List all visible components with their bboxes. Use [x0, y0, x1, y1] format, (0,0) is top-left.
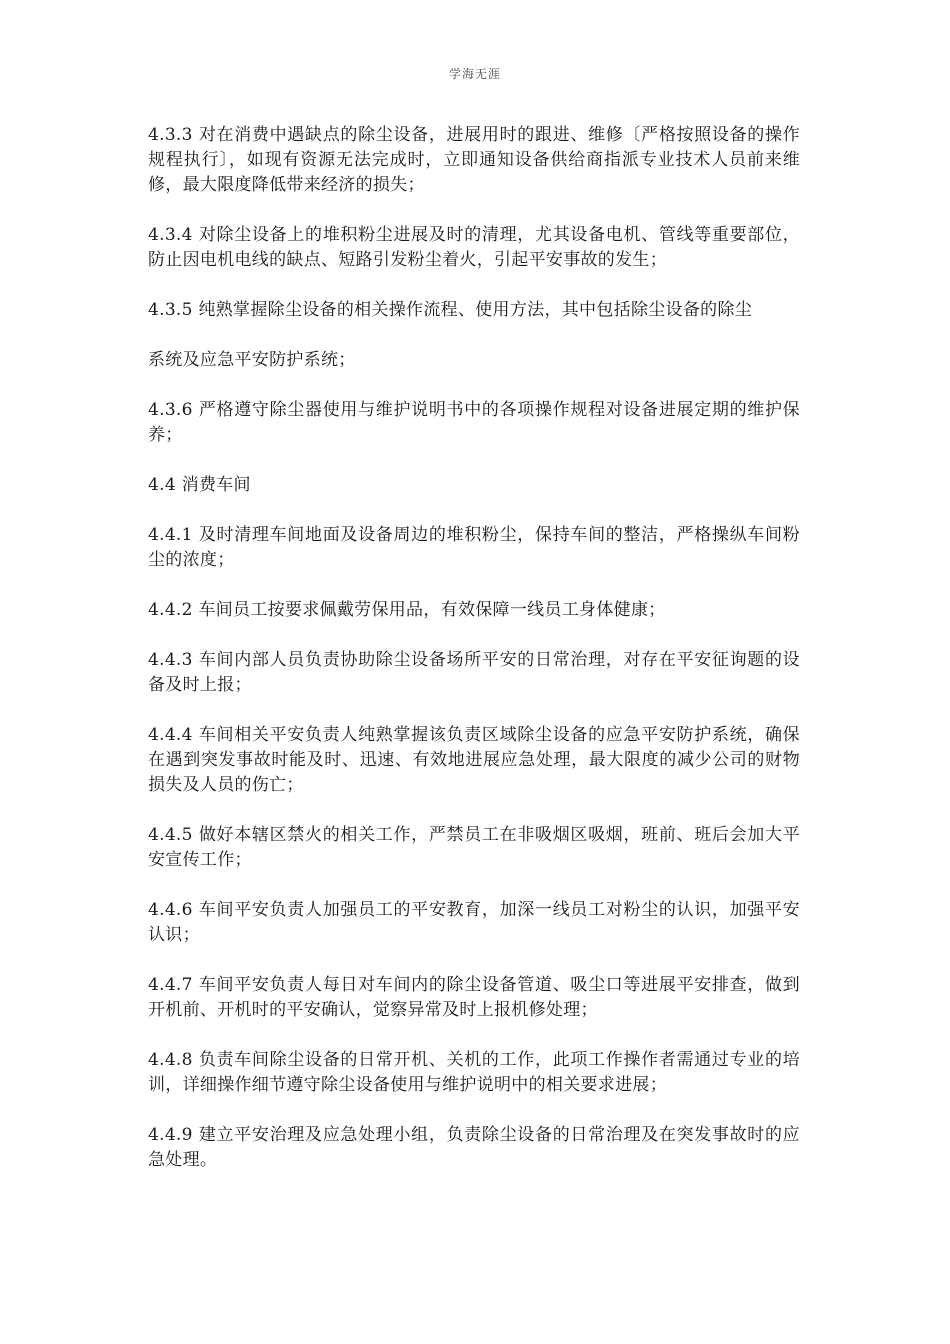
paragraph-4-4-9: 4.4.9 建立平安治理及应急处理小组，负责除尘设备的日常治理及在突发事故时的应急处理。	[148, 1125, 800, 1170]
paragraph-4-3-5: 4.3.5 纯熟掌握除尘设备的相关操作流程、使用方法，其中包括除尘设备的除尘	[148, 300, 753, 320]
paragraph-4-4-2: 4.4.2 车间员工按要求佩戴劳保用品，有效保障一线员工身体健康；	[148, 600, 666, 620]
section-heading-4-4: 4.4 消费车间	[148, 475, 251, 495]
paragraph-4-3-6: 4.3.6 严格遵守除尘器使用与维护说明书中的各项操作规程对设备进展定期的维护保养；	[148, 400, 800, 445]
document-body	[148, 123, 800, 1198]
paragraph-4-4-4: 4.4.4 车间相关平安负责人纯熟掌握该负责区域除尘设备的应急平安防护系统，确保在遇到突发事故时能及时、迅速、有效地进展应急处理，最大限度的减少公司的财物损失及人员的伤亡；	[148, 725, 800, 795]
page-header: 学海无涯	[448, 67, 501, 81]
paragraph-4-4-8: 4.4.8 负责车间除尘设备的日常开机、关机的工作，此项工作操作者需通过专业的培训，详细操作细节遵守除尘设备使用与维护说明中的相关要求进展；	[148, 1050, 800, 1095]
paragraph-4-3-4: 4.3.4 对除尘设备上的堆积粉尘进展及时的清理，尤其设备电机、管线等重要部位，防止因电机电线的缺点、短路引发粉尘着火，引起平安事故的发生；	[148, 225, 800, 270]
paragraph-4-4-1: 4.4.1 及时清理车间地面及设备周边的堆积粉尘，保持车间的整洁，严格操纵车间粉尘的浓度；	[148, 525, 800, 570]
paragraph-4-3-5-continued: 系统及应急平安防护系统；	[148, 350, 356, 370]
paragraph-4-4-3: 4.4.3 车间内部人员负责协助除尘设备场所平安的日常治理，对存在平安征询题的设备及时上报；	[148, 650, 800, 695]
paragraph-4-4-5: 4.4.5 做好本辖区禁火的相关工作，严禁员工在非吸烟区吸烟，班前、班后会加大平安宣传工作；	[148, 825, 800, 870]
paragraph-4-3-3: 4.3.3 对在消费中遇缺点的除尘设备，进展用时的跟进、维修〔严格按照设备的操作规程执行〕，如现有资源无法完成时，立即通知设备供给商指派专业技术人员前来维修，最大限度降低带来经济的损失；	[148, 125, 800, 195]
paragraph-4-4-7: 4.4.7 车间平安负责人每日对车间内的除尘设备管道、吸尘口等进展平安排查，做到开机前、开机时的平安确认，觉察异常及时上报机修处理；	[148, 975, 800, 1020]
paragraph-4-4-6: 4.4.6 车间平安负责人加强员工的平安教育，加深一线员工对粉尘的认识，加强平安认识；	[148, 900, 800, 945]
